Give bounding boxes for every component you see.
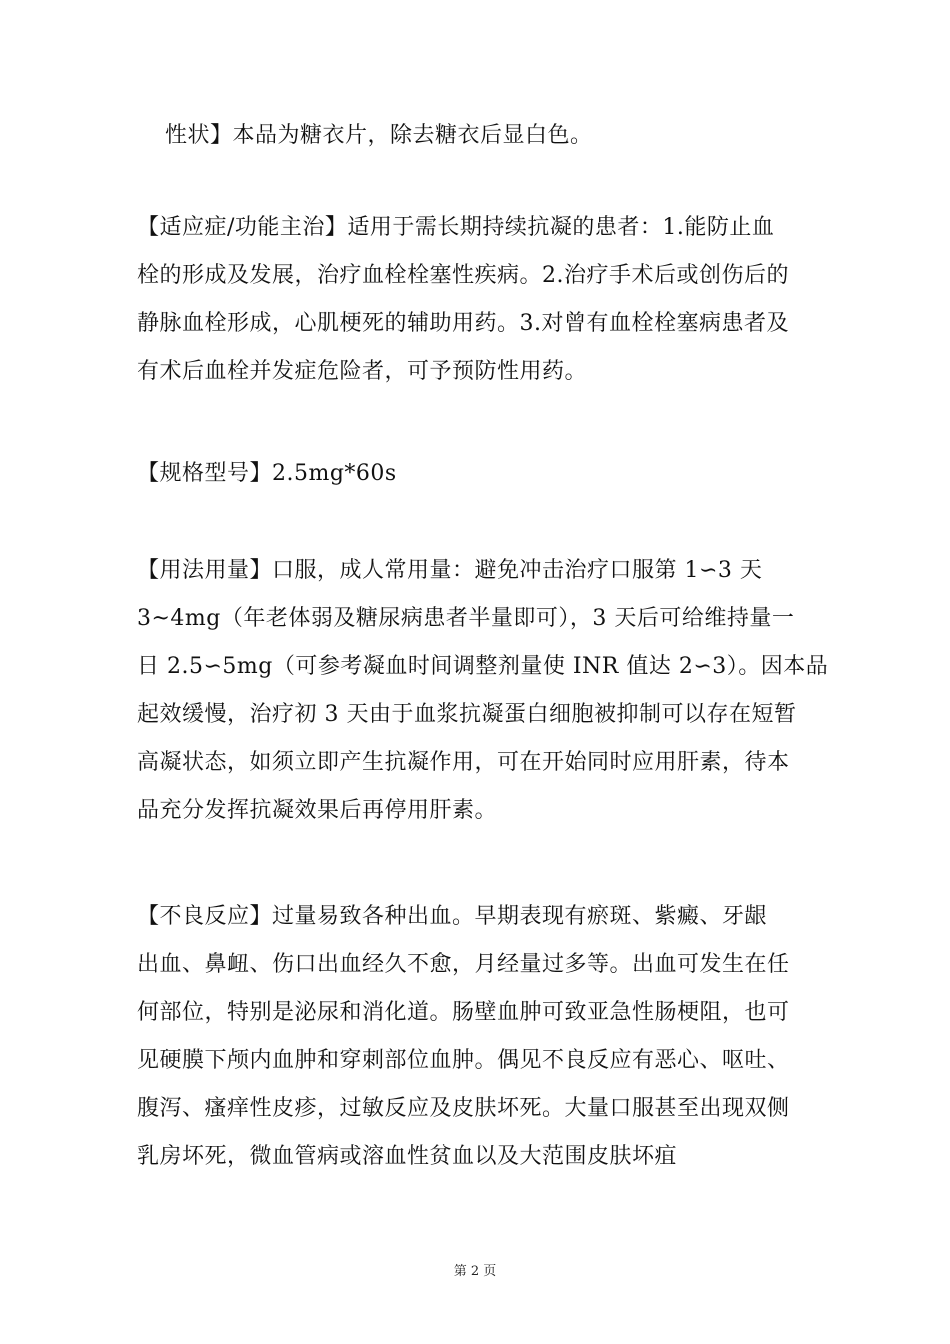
text-line: 【规格型号】2.5mg*60s: [137, 461, 397, 486]
text-line: 栓的形成及发展，治疗血栓栓塞性疾病。2.治疗手术后或创伤后的: [137, 263, 789, 288]
text-line: 乳房坏死，微血管病或溶血性贫血以及大范围皮肤坏疽: [137, 1144, 678, 1169]
text-line: 3~4mg（年老体弱及糖尿病患者半量即可），3 天后可给维持量一: [137, 606, 795, 631]
paragraph-properties: [137, 112, 827, 160]
text-line: 起效缓慢，治疗初 3 天由于血浆抗凝蛋白细胞被抑制可以存在短暂: [137, 702, 797, 727]
text-line: 品充分发挥抗凝效果后再停用肝素。: [137, 798, 498, 823]
page-number-footer: 第 2 页: [453, 1264, 497, 1279]
text-line: 见硬膜下颅内血肿和穿刺部位血肿。偶见不良反应有恶心、呕吐、: [137, 1048, 790, 1073]
text-line: 【用法用量】口服，成人常用量：避免冲击治疗口服第 1∽3 天: [137, 558, 763, 583]
text-line: 何部位，特别是泌尿和消化道。肠壁血肿可致亚急性肠梗阻，也可: [137, 1000, 790, 1025]
text-line: 【适应症/功能主治】适用于需长期持续抗凝的患者：1.能防止血: [137, 215, 775, 240]
text-line: 高凝状态，如须立即产生抗凝作用，可在开始同时应用肝素，待本: [137, 750, 790, 775]
paragraph-dosage: [137, 547, 827, 835]
text-line: 有术后血栓并发症危险者，可予预防性用药。: [137, 359, 588, 384]
text-line: 静脉血栓形成，心肌梗死的辅助用药。3.对曾有血栓栓塞病患者及: [137, 311, 789, 336]
paragraph-adverse-reactions: [137, 893, 827, 1181]
text-line: 性状】本品为糖衣片，除去糖衣后显白色。: [165, 123, 593, 148]
text-line: 日 2.5∽5mg（可参考凝血时间调整剂量使 INR 值达 2∽3）。因本品: [137, 654, 829, 679]
text-line: 腹泻、瘙痒性皮疹，过敏反应及皮肤坏死。大量口服甚至出现双侧: [137, 1096, 790, 1121]
paragraph-specification: [137, 450, 827, 498]
text-line: 出血、鼻衄、伤口出血经久不愈，月经量过多等。出血可发生在任: [137, 952, 790, 977]
paragraph-indications: [137, 204, 827, 396]
text-line: 【不良反应】过量易致各种出血。早期表现有瘀斑、紫癜、牙龈: [137, 904, 768, 929]
